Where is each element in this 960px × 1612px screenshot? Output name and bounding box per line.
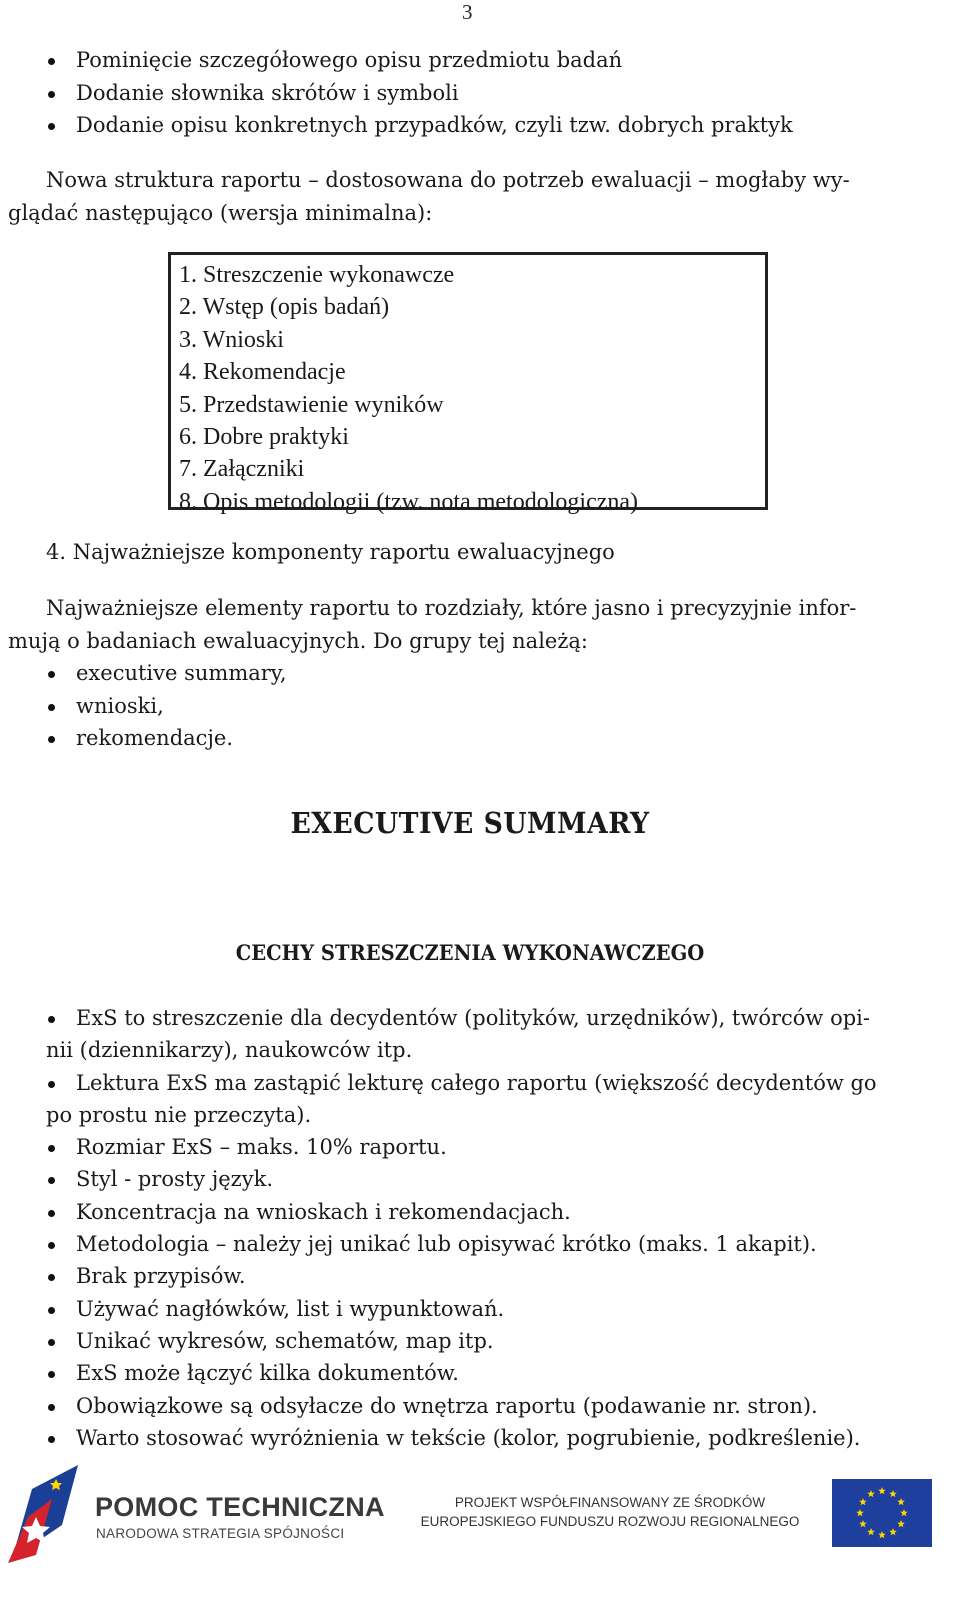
list-item: Obowiązkowe są odsyłacze do wnętrza raportu (podawanie nr. stron). [46,1390,877,1422]
list-item: ExS może łączyć kilka dokumentów. [46,1357,877,1389]
structure-item: 5. Przedstawienie wyników [179,391,444,418]
section-heading: 4. Najważniejsze komponenty raportu ewaluacyjnego [46,540,615,564]
list-item: Pominięcie szczegółowego opisu przedmiotu badań [46,44,793,77]
structure-item: 1. Streszczenie wykonawcze [179,262,455,288]
eu-flag-icon [832,1479,932,1547]
exs-bullet-list [46,1002,877,1454]
top-bullet-list [46,44,793,142]
structure-item: 3. Wnioski [179,326,284,353]
intro-paragraph [8,164,938,229]
list-item: Warto stosować wyróżnienia w tekście (kolor, pogrubienie, podkreślenie). [46,1422,877,1454]
executive-summary-subtitle: CECHY STRESZCZENIA WYKONAWCZEGO [235,940,705,965]
paragraph-line: mują o badaniach ewaluacyjnych. Do grupy tej należą: [8,628,589,653]
list-item: Unikać wykresów, schematów, map itp. [46,1325,877,1357]
structure-item: 4. Rekomendacje [179,359,346,386]
list-item: Lektura ExS ma zastąpić lekturę całego raportu (większość decydentów go [46,1067,877,1099]
list-item: rekomendacje. [46,722,287,755]
structure-item: 7. Załączniki [179,456,305,483]
list-item: Koncentracja na wnioskach i rekomendacjach. [46,1196,877,1228]
eu-cofinancing-text [414,1493,806,1531]
paragraph-line: Najważniejsze elementy raportu to rozdziały, które jasno i precyzyjnie infor- [46,596,857,620]
section-paragraph [8,592,938,657]
list-item: Rozmiar ExS – maks. 10% raportu. [46,1131,877,1163]
paragraph-line: glądać następująco (wersja minimalna): [8,200,433,225]
eu-text-line: EUROPEJSKIEGO FUNDUSZU ROZWOJU REGIONALNEGO [420,1514,800,1529]
components-bullet-list [46,657,287,755]
logo-title: POMOC TECHNICZNA [95,1492,385,1522]
logo-subtitle: NARODOWA STRATEGIA SPÓJNOŚCI [96,1526,345,1541]
pomoc-techniczna-logo-icon [6,1459,86,1569]
list-item-continuation: nii (dziennikarzy), naukowców itp. [46,1038,413,1063]
list-item: Brak przypisów. [46,1260,877,1292]
list-item: executive summary, [46,657,287,690]
list-item: Styl - prosty język. [46,1163,877,1195]
structure-item: 8. Opis metodologii (tzw. nota metodologiczna) [179,488,639,515]
paragraph-line: Nowa struktura raportu – dostosowana do potrzeb ewaluacji – mogłaby wy- [46,168,850,192]
eu-text-line: PROJEKT WSPÓŁFINANSOWANY ZE ŚRODKÓW [454,1495,766,1510]
footer [0,1455,960,1612]
structure-item: 6. Dobre praktyki [179,424,349,451]
list-item: Dodanie słownika skrótów i symboli [46,77,793,110]
report-structure-box [168,252,768,515]
list-item-continuation: po prostu nie przeczyta). [46,1102,312,1127]
page-number: 3 [462,0,473,24]
structure-item: 2. Wstęp (opis badań) [179,294,390,321]
list-item: Metodologia – należy jej unikać lub opisywać krótko (maks. 1 akapit). [46,1228,877,1260]
list-item: wnioski, [46,690,287,723]
list-item: Używać nagłówków, list i wypunktowań. [46,1293,877,1325]
list-item: ExS to streszczenie dla decydentów (polityków, urzędników), twórców opi- [46,1002,877,1034]
executive-summary-title: EXECUTIVE SUMMARY [290,806,650,840]
list-item: Dodanie opisu konkretnych przypadków, czyli tzw. dobrych praktyk [46,109,793,142]
